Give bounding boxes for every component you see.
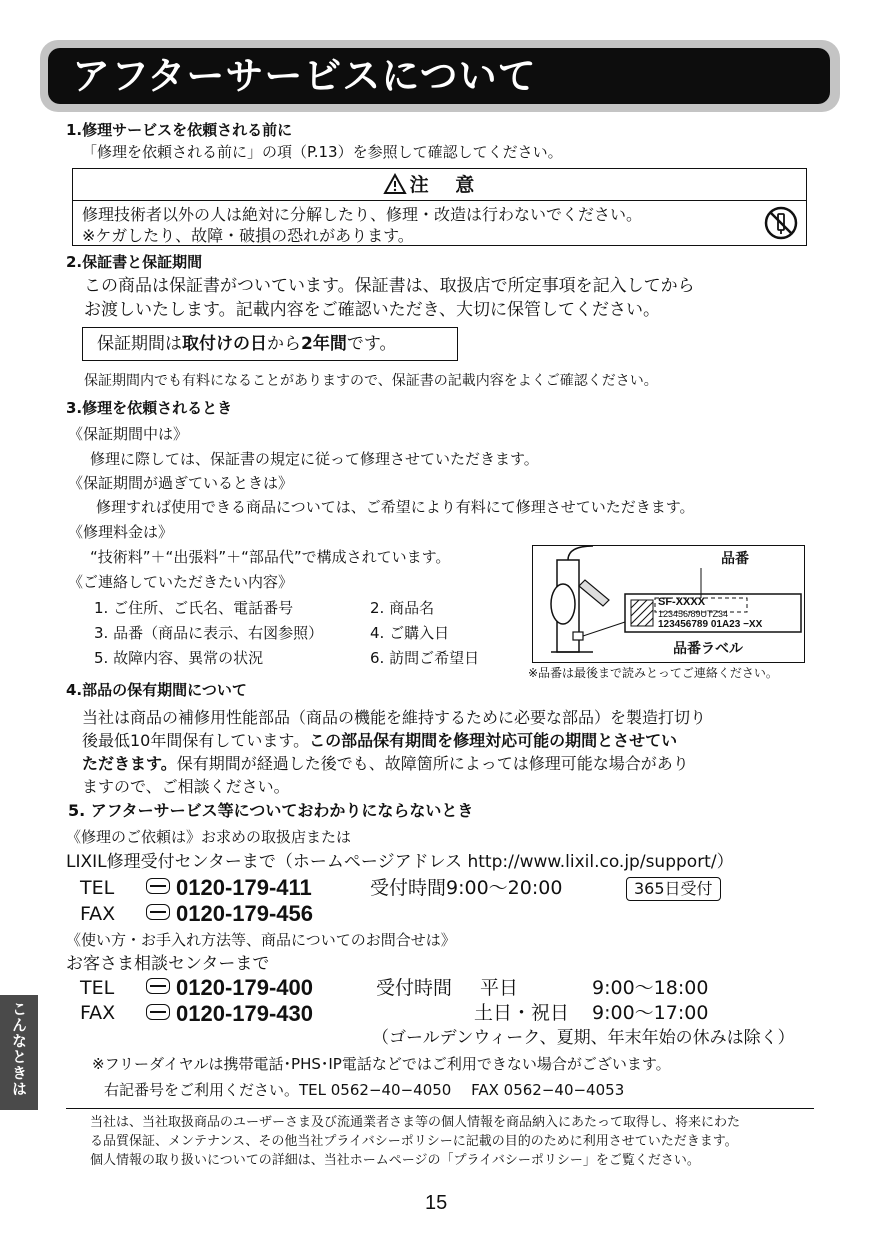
contact-item-2: 2. 商品名 [370,599,435,617]
contact-item-5: 5. 故障内容、異常の状況 [94,649,264,667]
caution-header [73,169,806,201]
section2-heading: 2.保証書と保証期間 [66,253,203,271]
privacy-text-3: 個人情報の取り扱いについての詳細は、当社ホームページの「プライバシーポリシー」をご覧ください。 [90,1153,700,1168]
warranty-period-text: 保証期間は取付けの日から2年間です。 [97,334,397,354]
freedial-icon [146,1004,170,1020]
section1-heading: 1.修理サービスを依頼される前に [66,121,293,139]
section4-text-2: 後最低10年間保有しています。この部品保有期間を修理対応可能の期間とさせてい [82,731,678,750]
section3-sub-1: 《保証期間中は》 [68,425,189,443]
contact-item-1: 1. ご住所、ご氏名、電話番号 [94,599,294,617]
section3-sub-3: 《修理料金は》 [68,523,174,541]
page-title: アフターサービスについて [72,54,537,98]
caution-box [72,168,807,246]
warranty-note: 保証期間内でも有料になることがありますので、保証書の記載内容をよくご確認ください。 [84,373,658,389]
fax-number-1[interactable]: 0120-179-456 [146,900,313,928]
fax-label-1: FAX [80,903,116,925]
section4-text-1: 当社は商品の補修用性能部品（商品の機能を維持するために必要な部品）を製造打切り [82,708,707,727]
caution-text-2: ※ケガしたり、故障・破損の恐れがあります。 [82,226,414,245]
warranty-period-box [82,327,458,361]
tel-label-1: TEL [80,877,115,899]
customer-center-line: お客さま相談センターまで [66,954,270,974]
no-disassembly-icon [764,206,798,240]
section4-text-3: ただきます。保有期間が経過した後でも、故障箇所によっては修理可能な場合があり [82,754,689,773]
section5-heading: 5. アフターサービス等についておわかりにならないとき [68,801,474,820]
weekend-label: 土日・祝日 [474,1002,570,1024]
footer-divider [66,1108,814,1109]
lixil-center-line: LIXIL修理受付センターまで（ホームページアドレス http://www.lixil.co.jp/support/） [66,852,734,872]
alternate-numbers: 右記番号をご利用ください。TEL 0562−40−4050 FAX 0562−40−4053 [104,1081,625,1099]
caution-label: 注 意 [409,174,485,196]
tel-number-2[interactable]: 0120-179-400 [146,974,313,1002]
section4-heading: 4.部品の保有期間について [66,681,247,699]
365-days-badge: 365日受付 [626,877,721,901]
weekday-label: 平日 [480,977,519,999]
tel-number-1[interactable]: 0120-179-411 [146,874,312,902]
weekday-hours: 9:00〜18:00 [592,977,709,999]
privacy-text-2: る品質保証、メンテナンス、その他当社プライバシーポリシーに記載の目的のために利用させていただきます。 [90,1134,738,1149]
section5-sub-2: 《使い方・お手入れ方法等、商品についてのお問合せは》 [66,931,456,949]
label-name: 品番ラベル [673,641,743,657]
free-dial-note: ※フリーダイヤルは携帯電話･PHS･IP電話などではご利用できない場合がございます。 [92,1055,671,1073]
section2-text-2: お渡しいたします。記載内容をご確認いただき、大切に保管してください。 [84,300,660,320]
page-number: 15 [425,1192,448,1214]
freedial-icon [146,904,170,920]
section2-text-1: この商品は保証書がついています。保証書は、取扱店で所定事項を記入してから [84,276,695,296]
caution-text-1: 修理技術者以外の人は絶対に分解したり、修理・改造は行わないでください。 [82,205,643,224]
section3-text-2: 修理すれば使用できる商品については、ご希望により有料にて修理させていただきます。 [96,498,695,516]
section4-text-4: ますので、ご相談ください。 [82,777,290,796]
warning-triangle-icon [383,173,407,195]
contact-item-4: 4. ご購入日 [370,624,450,642]
label-code-2: 123456/89UTZ34 [658,609,729,619]
section3-text-1: 修理に際しては、保証書の規定に従って修理させていただきます。 [90,450,539,468]
weekend-hours: 9:00〜17:00 [592,1002,709,1024]
section5-sub-1: 《修理のご依頼は》お求めの取扱店または [66,828,352,846]
section3-text-3: “技術料”＋“出張料”＋“部品代”で構成されています。 [90,548,451,566]
contact-item-6: 6. 訪問ご希望日 [370,649,480,667]
freedial-icon [146,878,170,894]
reception-hours-1: 受付時間9:00〜20:00 [370,877,563,899]
section1-text: 「修理を依頼される前に」の項（P.13）を参照して確認してください。 [82,143,563,161]
side-tab [0,995,38,1110]
reception-hours-label: 受付時間 [376,977,453,999]
section3-sub-2: 《保証期間が過ぎているときは》 [68,474,294,492]
label-code-3: 123456789 01A23 −XX [658,619,763,630]
section3-heading: 3.修理を依頼されるとき [66,399,233,417]
fax-label-2: FAX [80,1002,116,1024]
label-code-1: SF-XXXX [658,596,706,608]
fax-number-2[interactable]: 0120-179-430 [146,1000,313,1028]
tel-label-2: TEL [80,977,115,999]
product-label-figure [532,545,805,663]
privacy-text-1: 当社は、当社取扱商品のユーザーさま及び流通業者さま等の個人情報を商品納入にあたって取得し、将来にわた [90,1115,741,1130]
figure-note: ※品番は最後まで読みとってご連絡ください。 [528,666,778,680]
holiday-note: （ゴールデンウィーク、夏期、年末年始の休みは除く） [372,1028,795,1048]
side-tab-label: こんなときは [10,1001,28,1097]
section3-sub-4: 《ご連絡していただきたい内容》 [68,573,294,591]
part-number-label: 品番 [721,551,749,567]
contact-item-3: 3. 品番（商品に表示、右図参照） [94,624,324,642]
freedial-icon [146,978,170,994]
